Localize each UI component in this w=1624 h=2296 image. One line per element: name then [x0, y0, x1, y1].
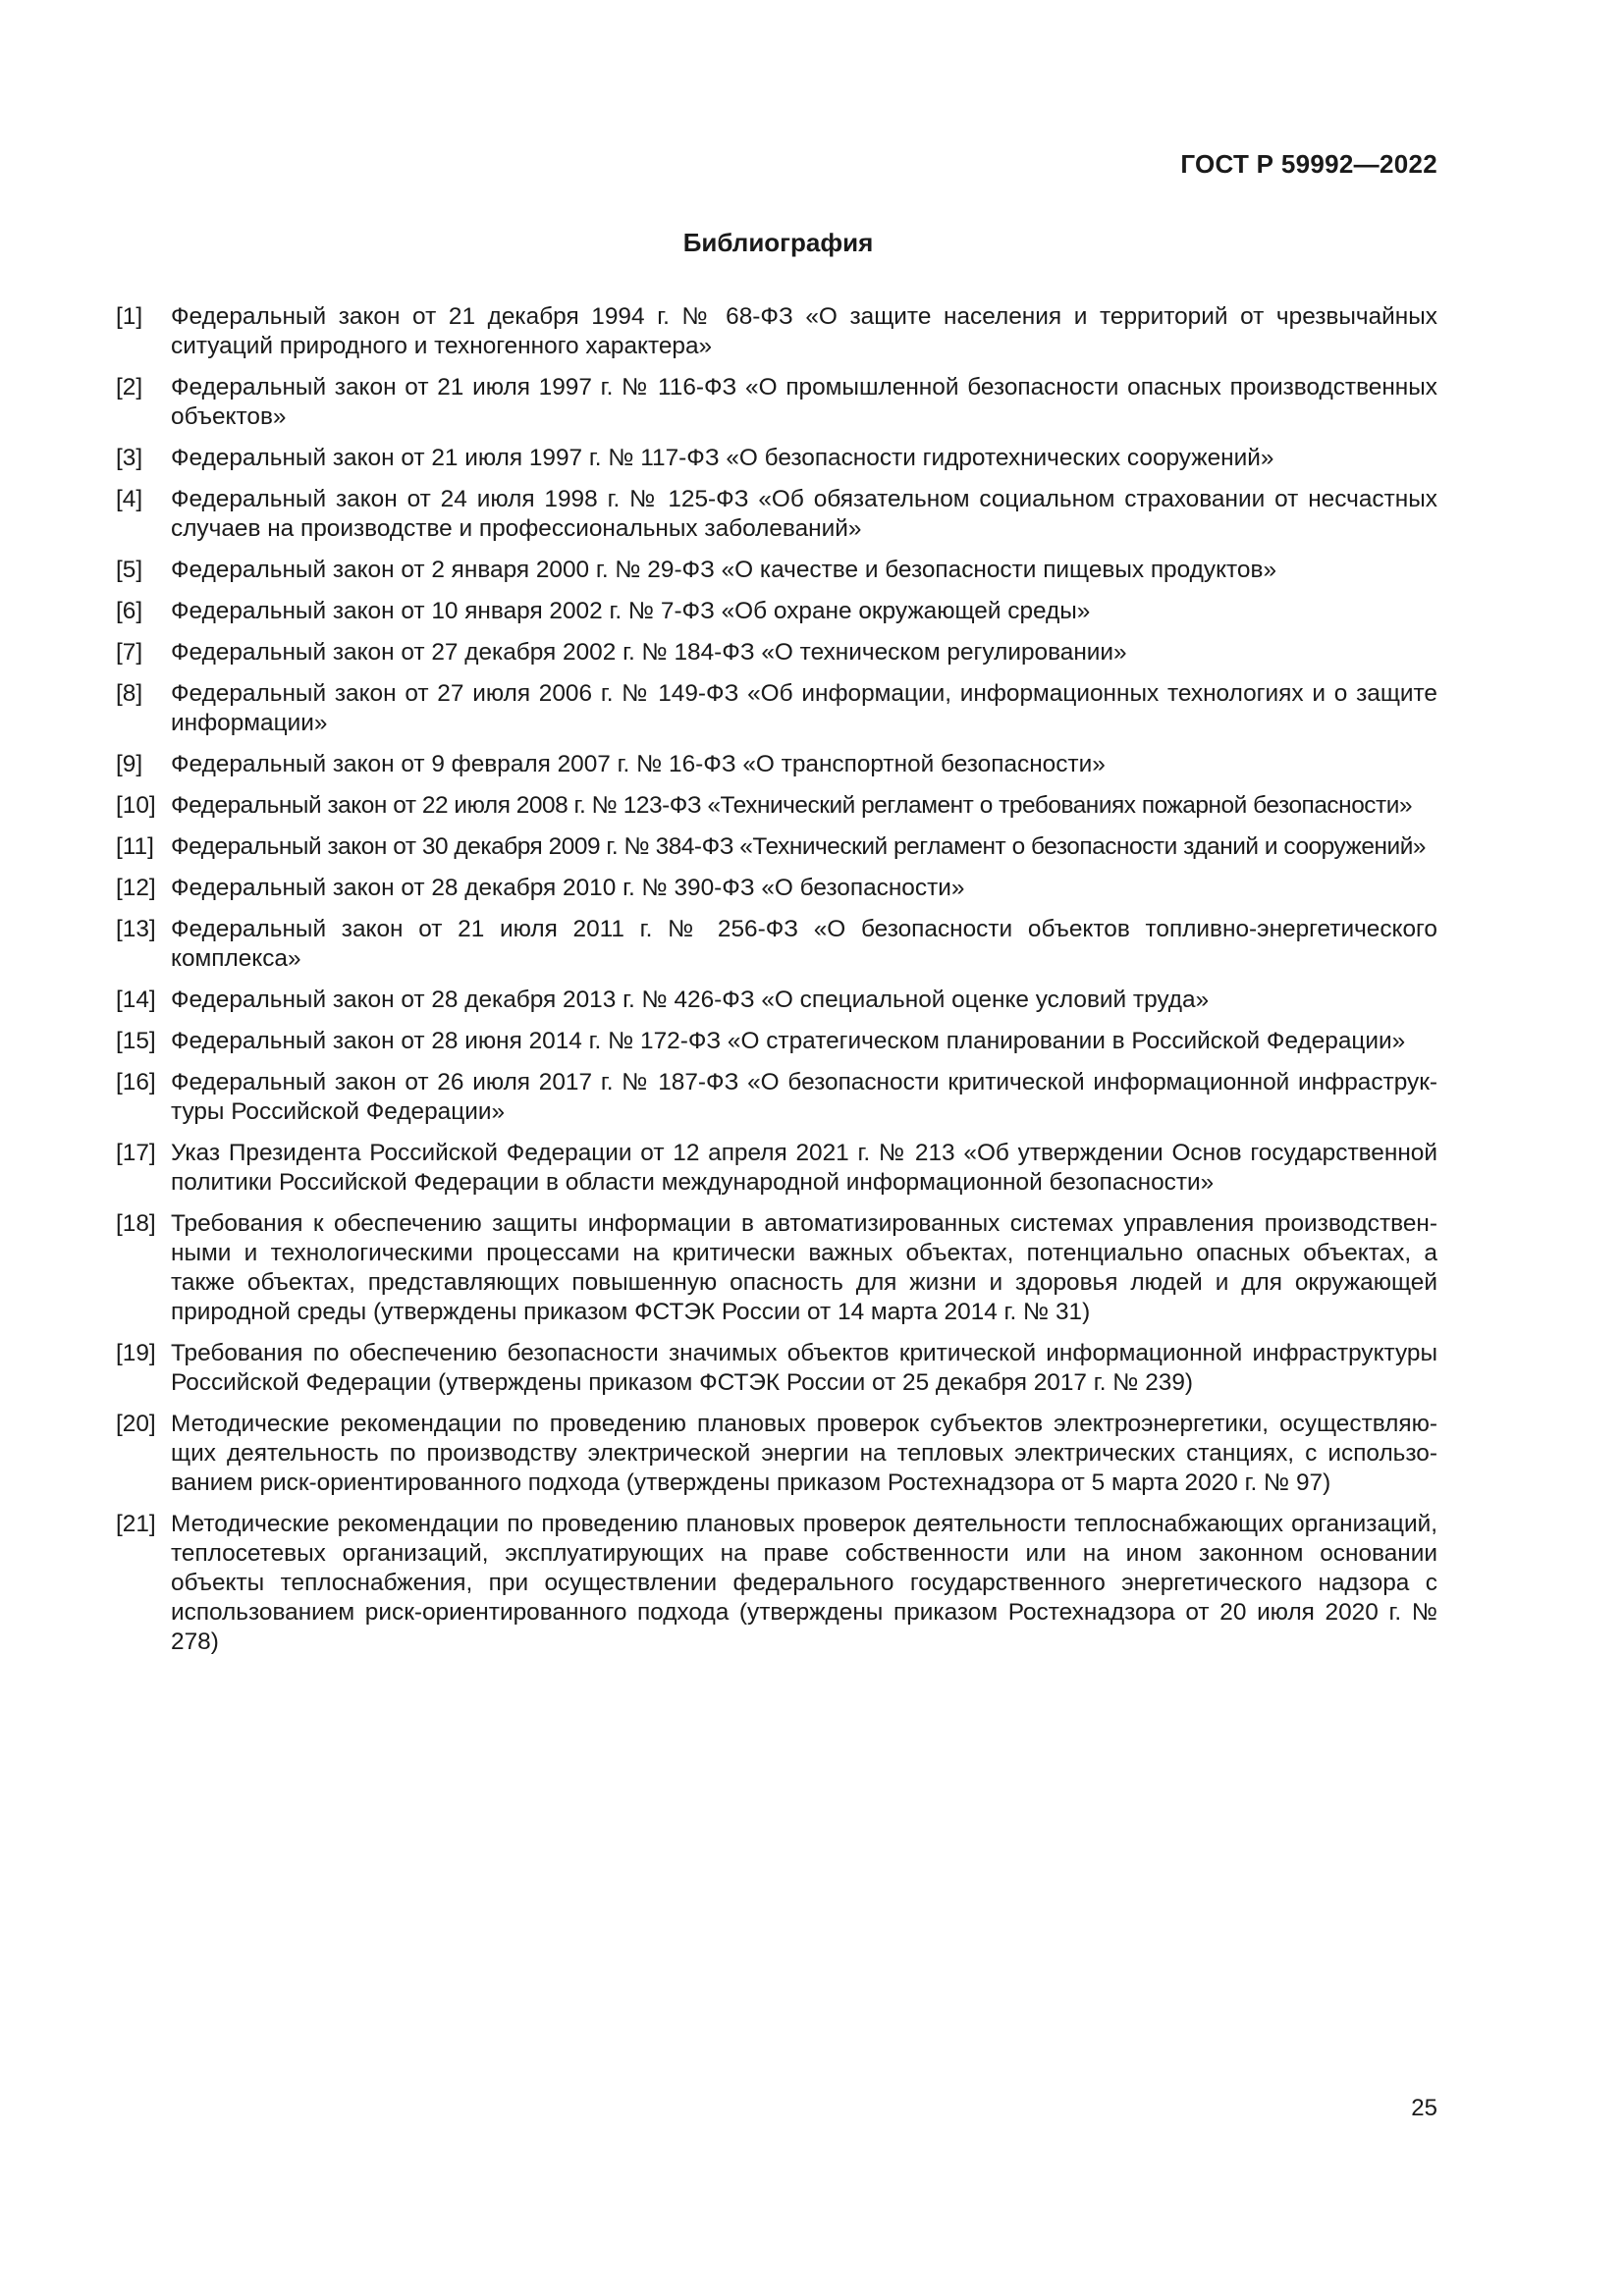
- entry-number: [6]: [116, 598, 143, 624]
- entry-number: [8]: [116, 680, 143, 707]
- entry-number: [14]: [116, 987, 156, 1013]
- entry-text: Федеральный закон от 28 декабря 2013 г. № 426-ФЗ «О специальной оценке условий труда»: [171, 987, 1210, 1013]
- bibliography-entry: [116, 750, 1437, 779]
- entry-text: Федеральный закон от 27 июля 2006 г. № 149-ФЗ «Об информации, информационных технологиях и о защите информации»: [171, 680, 1437, 736]
- entry-text: Требования по обеспечению безопасности значимых объектов критической информационной инфраструктуры Российской Федерации (утверждены приказом ФСТЭК России от 25 декабря 2017 г. № 239): [171, 1340, 1437, 1396]
- entry-number: [4]: [116, 486, 143, 512]
- bibliography-list: [116, 302, 1437, 1669]
- bibliography-entry: [116, 1139, 1437, 1198]
- bibliography-entry: [116, 1027, 1437, 1056]
- entry-number: [3]: [116, 445, 143, 471]
- bibliography-entry: [116, 832, 1437, 862]
- bibliography-entry: [116, 597, 1437, 626]
- entry-text: Методические рекомендации по проведению плановых проверок деятельности теплоснабжающих организаций, теплосетевых организаций, эксплуатирующих на праве собственности или на ином законном основании объекты теплоснабжения, при осуществлении федерального государственного энергетического надзора с использованием риск-ориентированного подхода (утверждены приказом Ростехнадзора от 20 июля 2020 г. № 278): [171, 1511, 1437, 1655]
- entry-number: [9]: [116, 751, 143, 777]
- entry-text: Федеральный закон от 21 июля 1997 г. № 116-ФЗ «О промышленной безопасности опасных производственных объектов»: [171, 374, 1437, 430]
- bibliography-entry: [116, 791, 1437, 821]
- bibliography-entry: [116, 679, 1437, 738]
- entry-number: [20]: [116, 1411, 156, 1437]
- section-title: Библиография: [682, 228, 874, 257]
- bibliography-entry: [116, 373, 1437, 432]
- bibliography-entry: [116, 444, 1437, 473]
- entry-text: Федеральный закон от 2 января 2000 г. № 29-ФЗ «О качестве и безопасности пищевых продуктов»: [171, 557, 1277, 583]
- bibliography-entry: [116, 1209, 1437, 1327]
- entry-text: Федеральный закон от 22 июля 2008 г. № 123-ФЗ «Технический регламент о требованиях пожарной безопасности»: [171, 792, 1413, 819]
- entry-number: [2]: [116, 374, 143, 400]
- entry-number: [7]: [116, 639, 143, 666]
- document-code: ГОСТ Р 59992—2022: [1180, 149, 1437, 179]
- entry-text: Федеральный закон от 28 июня 2014 г. № 172-ФЗ «О стратегическом планировании в Российской Федерации»: [171, 1028, 1406, 1054]
- entry-text: Федеральный закон от 21 декабря 1994 г. № 68-ФЗ «О защите населения и территорий от чрезвычайных ситуаций природного и техногенного характера»: [171, 303, 1437, 359]
- page-number: 25: [1411, 2095, 1437, 2121]
- entry-number: [16]: [116, 1069, 156, 1095]
- entry-number: [10]: [116, 792, 156, 819]
- entry-text: Федеральный закон от 28 декабря 2010 г. № 390-ФЗ «О безопасности»: [171, 875, 965, 901]
- bibliography-entry: [116, 638, 1437, 667]
- bibliography-entry: [116, 1339, 1437, 1398]
- entry-number: [17]: [116, 1140, 156, 1166]
- bibliography-entry: [116, 915, 1437, 974]
- entry-text: Федеральный закон от 30 декабря 2009 г. № 384-ФЗ «Технический регламент о безопасности зданий и сооружений»: [171, 833, 1426, 860]
- entry-text: Федеральный закон от 27 декабря 2002 г. № 184-ФЗ «О техническом регулировании»: [171, 639, 1127, 666]
- entry-number: [13]: [116, 916, 156, 942]
- entry-text: Федеральный закон от 24 июля 1998 г. № 125-ФЗ «Об обязательном социальном страховании от несчастных случаев на производстве и профессиональных заболеваний»: [171, 486, 1437, 542]
- bibliography-entry: [116, 1068, 1437, 1127]
- entry-number: [15]: [116, 1028, 156, 1054]
- entry-number: [18]: [116, 1210, 156, 1237]
- entry-number: [5]: [116, 557, 143, 583]
- bibliography-entry: [116, 986, 1437, 1015]
- entry-text: Указ Президента Российской Федерации от 12 апреля 2021 г. № 213 «Об утверждении Основ государственной политики Российской Федерации в области международной информационной безопасности»: [171, 1140, 1437, 1196]
- bibliography-entry: [116, 485, 1437, 544]
- entry-text: Методические рекомендации по проведению плановых проверок субъектов электроэнергетики, осуществляющих деятельность по производству электрической энергии на тепловых электрических станциях, с использованием риск-ориентированного подхода (утверждены приказом Ростехнадзора от 5 марта 2020 г. № 97): [171, 1411, 1437, 1496]
- entry-number: [11]: [116, 833, 154, 860]
- bibliography-entry: [116, 1410, 1437, 1498]
- entry-text: Федеральный закон от 9 февраля 2007 г. № 16-ФЗ «О транспортной безопасности»: [171, 751, 1106, 777]
- entry-text: Федеральный закон от 10 января 2002 г. № 7-ФЗ «Об охране окружающей среды»: [171, 598, 1091, 624]
- bibliography-entry: [116, 1510, 1437, 1657]
- entry-number: [21]: [116, 1511, 156, 1537]
- entry-number: [19]: [116, 1340, 156, 1366]
- entry-number: [1]: [116, 303, 143, 330]
- entry-text: Федеральный закон от 21 июля 2011 г. № 256-ФЗ «О безопасности объектов топливно-энергетического комплекса»: [171, 916, 1437, 972]
- bibliography-entry: [116, 302, 1437, 361]
- bibliography-entry: [116, 874, 1437, 903]
- entry-number: [12]: [116, 875, 156, 901]
- entry-text: Федеральный закон от 21 июля 1997 г. № 117-ФЗ «О безопасности гидротехнических сооружений»: [171, 445, 1274, 471]
- bibliography-entry: [116, 556, 1437, 585]
- entry-text: Требования к обеспечению защиты информации в автоматизированных системах управления производственными и технологическими процессами на критически важных объектах, потенциально опасных объектах, а также объектах, представляющих повышенную опасность для жизни и здоровья людей и для окружающей природной среды (утверждены приказом ФСТЭК России от 14 марта 2014 г. № 31): [171, 1210, 1437, 1325]
- entry-text: Федеральный закон от 26 июля 2017 г. № 187-ФЗ «О безопасности критической информационной инфраструктуры Российской Федерации»: [171, 1069, 1437, 1125]
